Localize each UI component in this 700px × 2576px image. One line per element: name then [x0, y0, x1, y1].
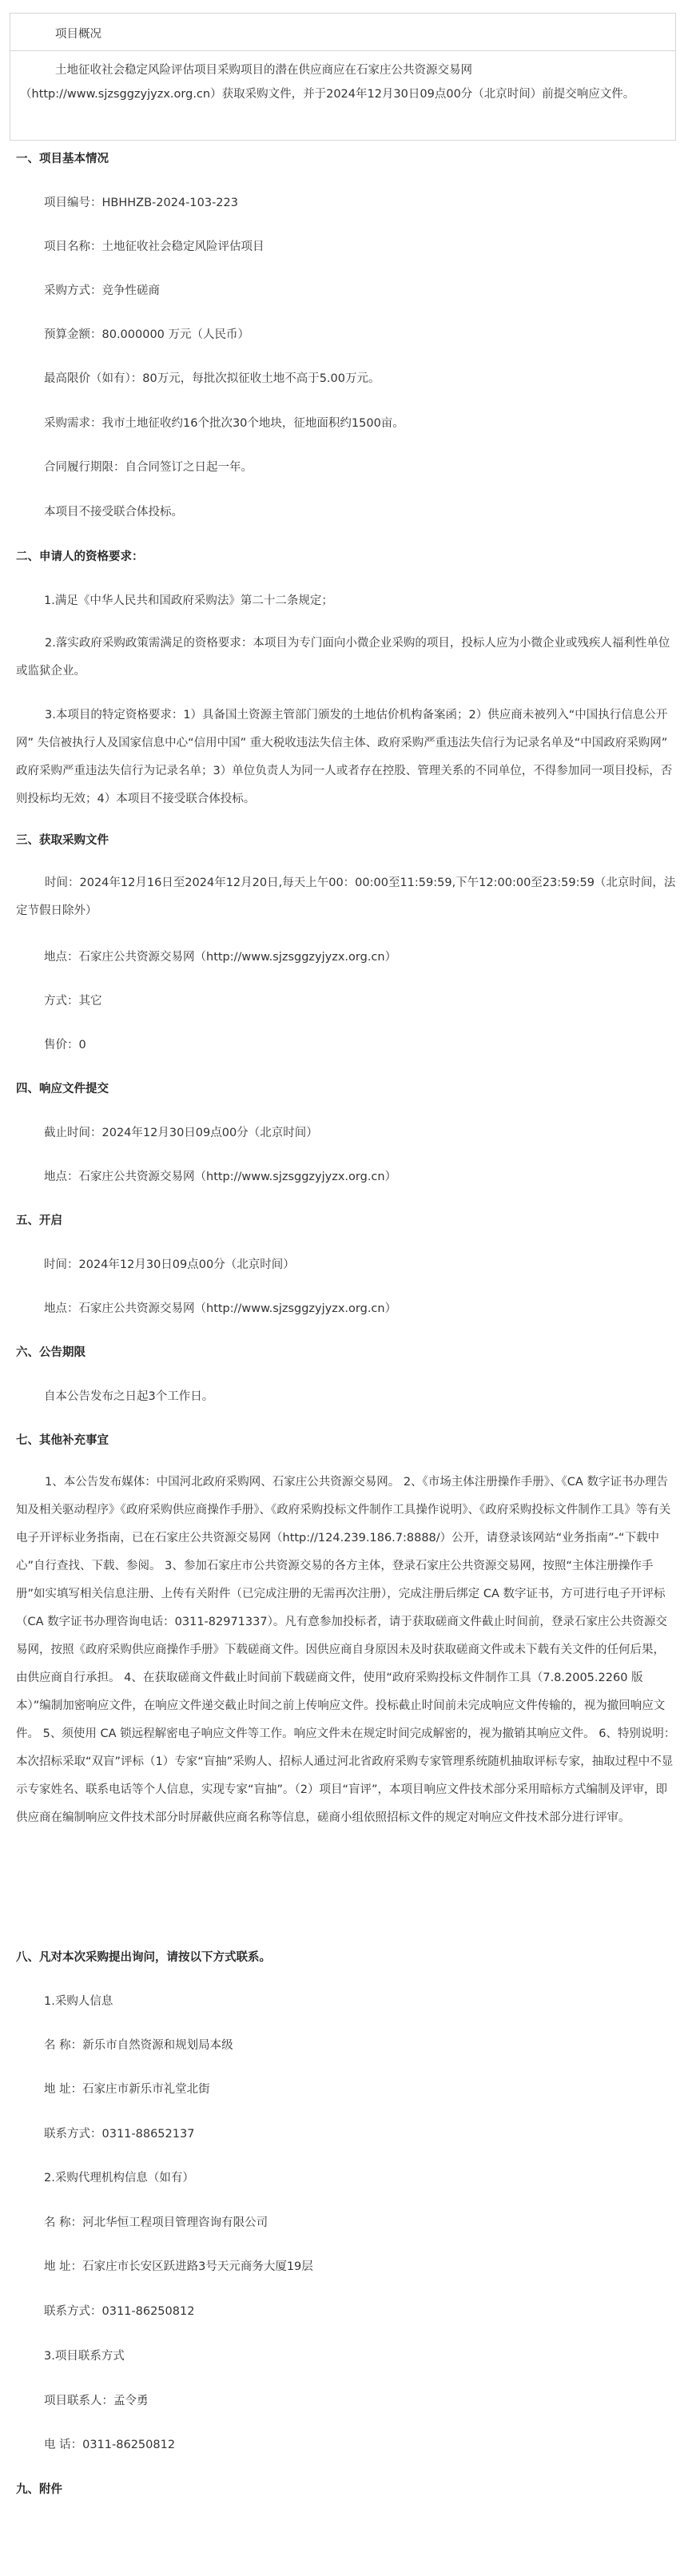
- opening-time: 时间：2024年12月30日09点00分（北京时间）: [44, 1258, 295, 1271]
- agency-info-title: 2.采购代理机构信息（如有）: [44, 2172, 194, 2184]
- agency-address: 地 址：石家庄市长安区跃进路3号天元商务大厦19层: [44, 2260, 313, 2273]
- opening-location: 地点：石家庄公共资源交易网（http://www.sjzsggzyjyzx.org.cn）: [44, 1302, 397, 1315]
- project-number: 项目编号：HBHHZB-2024-103-223: [44, 197, 238, 209]
- purchaser-phone: 联系方式：0311-88652137: [44, 2128, 195, 2141]
- section-7-heading: 七、其他补充事宜: [16, 1434, 109, 1447]
- purchaser-address: 地 址：石家庄市新乐市礼堂北街: [44, 2083, 210, 2096]
- max-price: 最高限价（如有）：80万元，每批次拟征收土地不高于5.00万元。: [44, 372, 380, 385]
- acquisition-location: 地点：石家庄公共资源交易网（http://www.sjzsggzyjyzx.org.cn）: [44, 951, 397, 964]
- agency-phone: 联系方式：0311-86250812: [44, 2305, 195, 2318]
- section-5-heading: 五、开启: [16, 1214, 62, 1227]
- qualification-1: 1.满足《中华人民共和国政府采购法》第二十二条规定；: [44, 594, 333, 607]
- contract-period: 合同履行期限：自合同签订之日起一年。: [44, 461, 253, 474]
- project-name: 项目名称：土地征收社会稳定风险评估项目: [44, 241, 264, 253]
- project-contact-title: 3.项目联系方式: [44, 2350, 125, 2363]
- project-overview-box: [10, 13, 676, 141]
- overview-title: 项目概况: [55, 28, 101, 41]
- section-3-heading: 三、获取采购文件: [16, 834, 109, 847]
- acquisition-method: 方式：其它: [44, 995, 102, 1008]
- submission-deadline: 截止时间：2024年12月30日09点00分（北京时间）: [44, 1127, 318, 1139]
- procurement-method: 采购方式：竞争性磋商: [44, 284, 160, 297]
- project-contact-person: 项目联系人：孟令勇: [44, 2395, 149, 2407]
- notice-period: 自本公告发布之日起3个工作日。: [44, 1390, 214, 1403]
- project-contact-phone: 电 话：0311-86250812: [44, 2439, 176, 2451]
- document-price: 售价：0: [44, 1039, 86, 1051]
- section-6-heading: 六、公告期限: [16, 1346, 86, 1359]
- agency-name: 名 称：河北华恒工程项目管理咨询有限公司: [44, 2216, 268, 2229]
- section-9-heading: 九、附件: [16, 2483, 62, 2496]
- supplementary-matters: 1、本公告发布媒体：中国河北政府采购网、石家庄公共资源交易网。 2、《市场主体注册操作手册》、《CA 数字证书办理告知及相关驱动程序》《政府采购供应商操作手册》、《政府采购投标文件制作工具操作说明》、《政府采购投标文件制作工具》等有关电子开评标业务指南，已在石家庄公共资源交易网（http://124.239.186.7:8888/）公开，请登录该网站“业务指南”-“下载中心”自行查找、下载、参阅。 3、参加石家庄市公共资源交易的各方主体，登录石家庄公共资源交易网，按照“主体注册操作手册”如实填写相关信息注册、上传有关附件（已完成注册的无需再次注册），完成注册后绑定 CA 数字证书，方可进行电子开评标（CA 数字证书办理咨询电话：0311-82971337）。凡有意参加投标者，请于获取磋商文件截止时间前，登录石家庄公共资源交易网，按照《政府采购供应商操作手册》下载磋商文件。因供应商自身原因未及时获取磋商文件或未下载有关文件的任何后果，由供应商自行承担。 4、在获取磋商文件截止时间前下载磋商文件，使用“政府采购投标文件制作工具（7.8.2005.2260 版本）”编制加密响应文件，在响应文件递交截止时间之前上传响应文件。投标截止时间前未完成响应文件传输的，视为撤回响应文件。 5、须使用 CA 锁远程解密电子响应文件等工作。响应文件未在规定时间完成解密的，视为撤销其响应文件。 6、特别说明：本次招标采取“双盲”评标（1）专家“盲抽”采购人、招标人通过河北省政府采购专家管理系统随机抽取评标专家，抽取过程中不显示专家姓名、联系电话等个人信息，实现专家“盲抽”。（2）项目“盲评”，本项目响应文件技术部分采用暗标方式编制及评审，即供应商在编制响应文件技术部分时屏蔽供应商名称等信息，磋商小组依照招标文件的规定对响应文件技术部分进行评审。: [16, 1476, 676, 1824]
- acquisition-time: 时间：2024年12月16日至2024年12月20日,每天上午00：00:00至11:59:59,下午12:00:00至23:59:59（北京时间，法定节假日除外）: [16, 877, 676, 917]
- overview-text: 土地征收社会稳定风险评估项目采购项目的潜在供应商应在石家庄公共资源交易网（http://www.sjzsggzyjyzx.org.cn）获取采购文件，并于2024年12月30日09点00分（北京时间）前提交响应文件。: [20, 64, 635, 101]
- purchaser-info-title: 1.采购人信息: [44, 1995, 113, 2008]
- no-consortium: 本项目不接受联合体投标。: [44, 506, 183, 519]
- section-8-heading: 八、凡对本次采购提出询问，请按以下方式联系。: [16, 1951, 271, 1964]
- section-1-heading: 一、项目基本情况: [16, 153, 109, 165]
- qualification-2: 2.落实政府采购政策需满足的资格要求：本项目为专门面向小微企业采购的项目，投标人应为小微企业或残疾人福利性单位或监狱企业。: [16, 637, 670, 678]
- procurement-demand: 采购需求：我市土地征收约16个批次30个地块，征地面积约1500亩。: [44, 417, 404, 430]
- overview-title-row: [10, 14, 675, 51]
- section-2-heading: 二、申请人的资格要求：: [16, 551, 144, 563]
- section-4-heading: 四、响应文件提交: [16, 1083, 109, 1095]
- budget-amount: 预算金额：80.000000 万元（人民币）: [44, 328, 250, 341]
- qualification-3: 3.本项目的特定资格要求：1）具备国土资源主管部门颁发的土地估价机构备案函；2）供应商未被列入“中国执行信息公开网” 失信被执行人及国家信息中心“信用中国” 重大税收违法失信主体、政府采购严重违法失信行为记录名单及“中国政府采购网” 政府采购严重违法失信行为记录名单；3）单位负责人为同一人或者存在控股、管理关系的不同单位，不得参加同一项目投标，否则投标均无效；4）本项目不接受联合体投标。: [16, 709, 673, 805]
- submission-location: 地点：石家庄公共资源交易网（http://www.sjzsggzyjyzx.org.cn）: [44, 1171, 397, 1183]
- purchaser-name: 名 称：新乐市自然资源和规划局本级: [44, 2039, 233, 2052]
